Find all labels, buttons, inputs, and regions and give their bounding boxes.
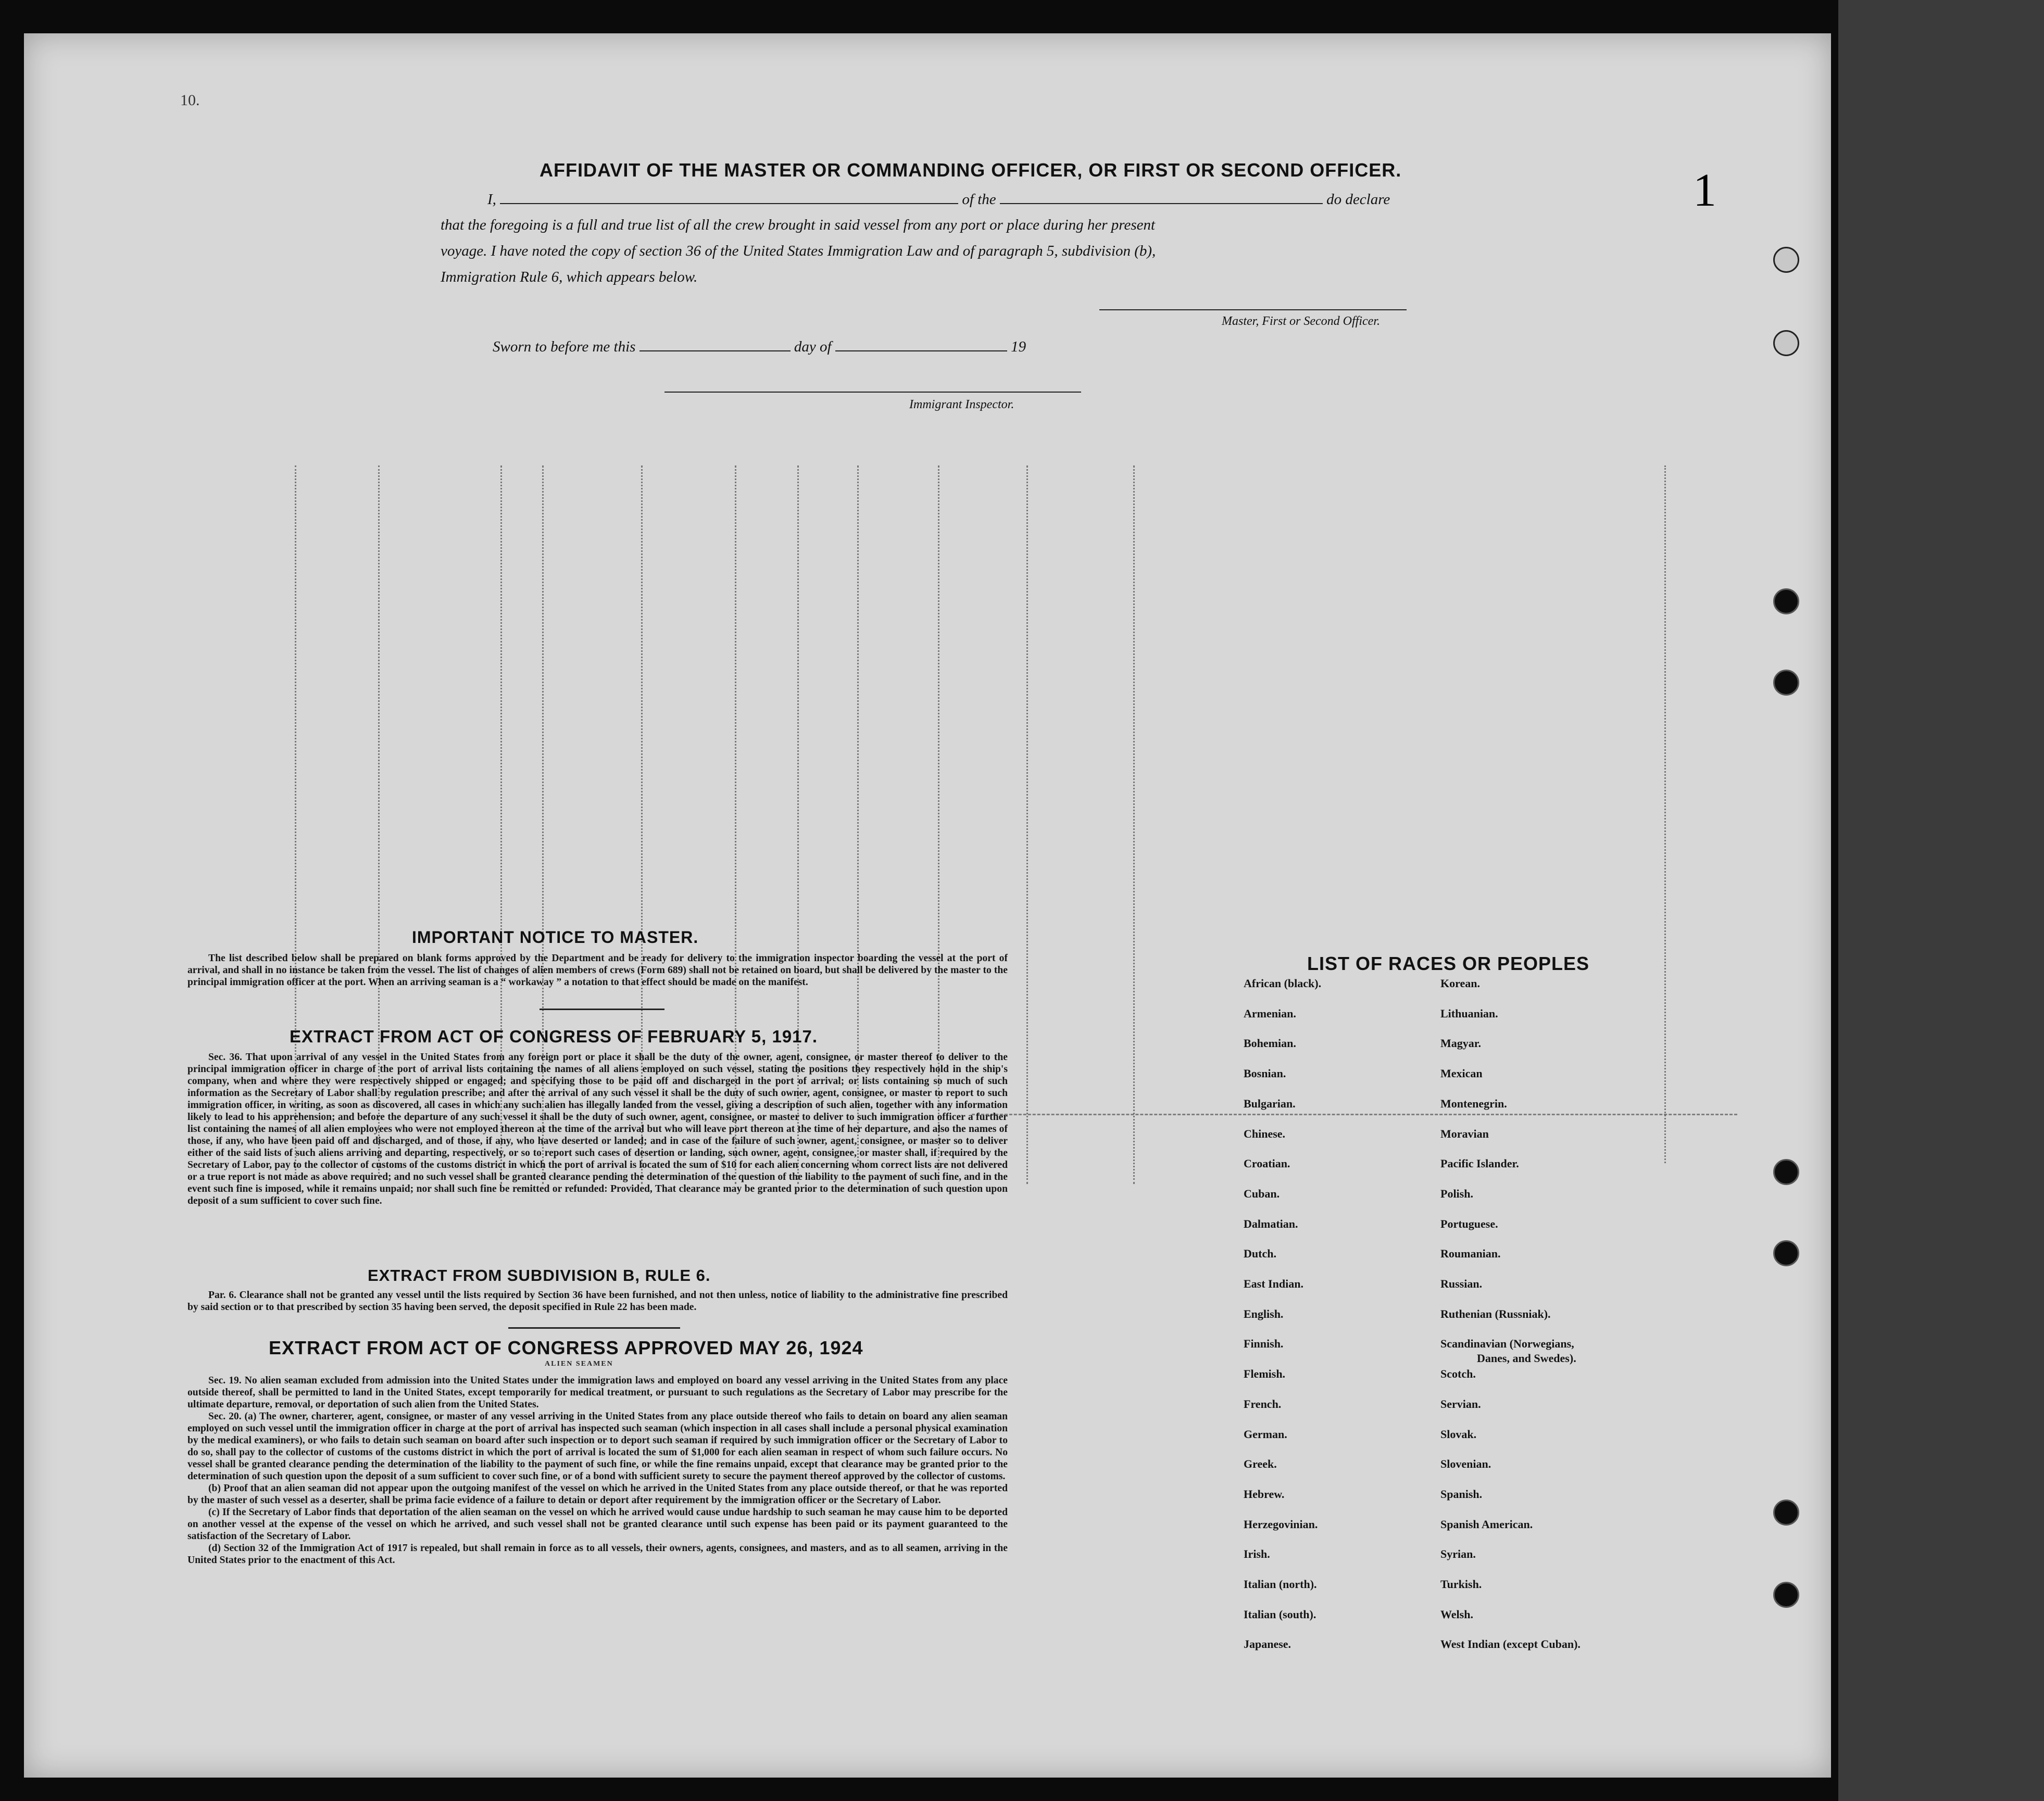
subdivision-text: [187, 1289, 1008, 1313]
column-rule: [1133, 465, 1135, 1184]
affidavit-title: AFFIDAVIT OF THE MASTER OR COMMANDING OFFICER, OR FIRST OR SECOND OFFICER.: [540, 159, 1402, 181]
race-item: Dutch.: [1244, 1247, 1276, 1260]
notice-paragraph: The list described below shall be prepared on blank forms approved by the Department and be ready for delivery to the immigration inspector boarding the vessel at the port of arrival, and shall in no instance be taken from the vessel. The list of changes of alien members of crews (Form 689) shall not be retained on board, but shall be delivered by the master to the principal immigration officer at the port. When an arriving seaman is a “ workaway ” a notation to that effect should be made on the manifest.: [187, 953, 1008, 988]
affidavit-i: I,: [487, 191, 496, 208]
affidavit-of-the: of the: [962, 191, 996, 208]
race-item: Magyar.: [1440, 1037, 1482, 1050]
race-item: Spanish.: [1440, 1488, 1483, 1501]
race-item: Flemish.: [1244, 1367, 1286, 1380]
section-divider: [972, 1114, 1737, 1115]
scanner-background: [1838, 0, 2044, 1801]
race-item: Servian.: [1440, 1397, 1481, 1410]
master-caption: Master, First or Second Officer.: [1222, 314, 1380, 328]
binder-hole: [1773, 1159, 1799, 1185]
race-item: Herzegovinian.: [1244, 1518, 1318, 1531]
race-item: Bohemian.: [1244, 1037, 1296, 1050]
race-item: Spanish American.: [1440, 1518, 1533, 1531]
race-item: Slovak.: [1440, 1428, 1477, 1441]
race-item: Scandinavian (Norwegians,: [1440, 1337, 1574, 1350]
race-item: Italian (south).: [1244, 1608, 1316, 1621]
subdivision-title: EXTRACT FROM SUBDIVISION B, RULE 6.: [368, 1266, 711, 1284]
binder-hole: [1773, 1500, 1799, 1526]
affidavit-line-4: Immigration Rule 6, which appears below.: [441, 269, 698, 285]
race-item: Bosnian.: [1244, 1067, 1286, 1080]
race-item: Cuban.: [1244, 1187, 1280, 1200]
sec-20d-paragraph: (d) Section 32 of the Immigration Act of 1917 is repealed, but shall remain in force as to all vessels, their owners, agents, consignees, and masters, and as to all seamen, arriving in the United States prior to the enactment of this Act.: [187, 1543, 1008, 1566]
race-item: Finnish.: [1244, 1337, 1284, 1350]
race-item: Portuguese.: [1440, 1217, 1498, 1230]
binder-hole: [1773, 1240, 1799, 1266]
column-rule: [1664, 465, 1666, 1163]
column-rule: [1026, 465, 1028, 1184]
inspector-caption: Immigrant Inspector.: [909, 398, 1014, 411]
race-item: Japanese.: [1244, 1638, 1291, 1651]
vessel-blank[interactable]: [1000, 191, 1323, 204]
race-item: Welsh.: [1440, 1608, 1473, 1621]
binder-hole: [1773, 1582, 1799, 1608]
race-item: Irish.: [1244, 1547, 1270, 1560]
sworn-year: 19: [1011, 338, 1026, 355]
extract-1917-text: [187, 1051, 1008, 1207]
sec-19-paragraph: Sec. 19. No alien seaman excluded from admission into the United States under the immigration laws and employed on board any vessel arriving in the United States from any place outside thereof, shall be permitted to land in the United States, except temporarily for medical treatment, or pursuant to such regulations as the Secretary of Labor may prescribe for the ultimate departure, removal, or deportation of such alien from the United States.: [187, 1375, 1008, 1410]
race-item: Greek.: [1244, 1457, 1277, 1470]
race-item: Italian (north).: [1244, 1578, 1317, 1591]
sworn-line: [493, 338, 1026, 356]
race-item: Slovenian.: [1440, 1457, 1491, 1470]
affidavit-do-declare: do declare: [1326, 191, 1390, 208]
race-item: Croatian.: [1244, 1157, 1290, 1170]
race-item: Syrian.: [1440, 1547, 1476, 1560]
race-item: West Indian (except Cuban).: [1440, 1638, 1581, 1651]
affidavit-line-3: voyage. I have noted the copy of section 36 of the United States Immigration Law and of paragraph 5, subdivision (b),: [441, 243, 1156, 259]
manifest-sheet: [24, 33, 1831, 1778]
affidavit-line-2: that the foregoing is a full and true list of all the crew brought in said vessel from any port or place during her present: [441, 217, 1156, 233]
separator: [540, 1009, 664, 1010]
affidavit-line-1: [487, 191, 1390, 208]
race-item: Russian.: [1440, 1277, 1483, 1290]
name-blank[interactable]: [500, 191, 958, 204]
race-item: Dalmatian.: [1244, 1217, 1298, 1230]
sworn-month-blank[interactable]: [835, 338, 1007, 351]
race-item: Armenian.: [1244, 1007, 1296, 1020]
race-item: Korean.: [1440, 977, 1480, 990]
binder-hole: [1773, 330, 1799, 356]
inspector-signature-line[interactable]: [664, 392, 1081, 393]
race-item: Ruthenian (Russniak).: [1440, 1307, 1551, 1320]
sec-20c-paragraph: (c) If the Secretary of Labor finds that deportation of the alien seaman on the vessel on which he arrived would cause undue hardship to such seaman he may cause him to be deported on another vessel at the expense of the vessel on which he arrived, and such vessel shall not be granted clearance until such expense has been paid or its payment guaranteed to the satisfaction of the Secretary of Labor.: [187, 1507, 1008, 1542]
race-item: African (black).: [1244, 977, 1322, 990]
race-item: Scotch.: [1440, 1367, 1476, 1380]
par-6-paragraph: Par. 6. Clearance shall not be granted any vessel until the lists required by Section 36 have been furnished, and not then unless, notice of liability to the administrative fine prescribed by said section or to that prescribed by section 35 having been served, the deposit specified in Rule 22 has been made.: [187, 1290, 1008, 1313]
race-item: Mexican: [1440, 1067, 1483, 1080]
handwritten-number: 1: [1693, 165, 1716, 216]
race-item: Roumanian.: [1440, 1247, 1501, 1260]
sec-20a-paragraph: Sec. 20. (a) The owner, charterer, agent, consignee, or master of any vessel arriving in the United States from any place outside thereof who fails to detain on board any alien seaman employed on such vessel until the immigration officer in charge at the port of arrival has inspected such seaman (which inspection in all cases shall include a personal physical examination by the medical examiners), or who fails to detain such seaman on board after such inspection or to deport such seaman if required by such immigration officer or the Secretary of Labor to do so, shall pay to the collector of customs of the customs district in which the port of arrival is located the sum of $1,000 for each alien seaman in respect of whom such failure occurs. No vessel shall be granted clearance pending the determination of the liability to the payment of such fine, or while the fine remains unpaid, except that clearance may be granted prior to the determination of such question upon the deposit of a sum sufficient to cover such fine, or of a bond with sufficient surety to secure the payment thereof approved by the collector of customs.: [187, 1411, 1008, 1482]
race-item: Bulgarian.: [1244, 1097, 1296, 1110]
binder-hole: [1773, 588, 1799, 614]
page-number: 10.: [180, 92, 200, 109]
race-item: German.: [1244, 1428, 1287, 1441]
races-title: LIST OF RACES OR PEOPLES: [1307, 953, 1590, 974]
race-item: East Indian.: [1244, 1277, 1303, 1290]
race-item: Montenegrin.: [1440, 1097, 1507, 1110]
extract-1917-title: EXTRACT FROM ACT OF CONGRESS OF FEBRUARY 5, 1917.: [290, 1027, 818, 1046]
master-signature-line[interactable]: [1099, 309, 1407, 310]
sec-36-paragraph: Sec. 36. That upon arrival of any vessel in the United States from any foreign port or place it shall be the duty of the owner, agent, consignee, or master thereof to deliver to the principal immigration officer in charge of the port of arrival lists containing the names of all aliens employed on such vessel, stating the positions they respectively hold in the ship's company, when and where they were respectively shipped or engaged; and specifying those to be paid off and discharged in the port of arrival; or lists containing so much of such information as the Secretary of Labor shall by regulation prescribe; and after the arrival of any such vessel it shall be the duty of such owner, agent, consignee, or master to report to such immigration officer, in writing, as soon as discovered, all cases in which any such alien has illegally landed from the vessel, giving a description of such alien, together with any information likely to lead to his apprehension; and before the departure of any such vessel it shall be the duty of such owner, agent, consignee, or master to deliver to such immigration officer a further list containing the names of all alien employees who were not employed thereon at the time of the arrival but who will leave port thereon at the time of her departure, and also the names of those, if any, who have been paid off and discharged, and of those, if any, who have deserted or landed; and in case of the failure of such owner, agent, consignee, or master so to deliver either of the said lists of such aliens arriving and departing, respectively, or so to report such cases of desertion or landing, such owner, agent, consignee, or master shall, if required by the Secretary of Labor, pay to the collector of customs of the customs district in which the port of arrival is located the sum of $10 for each alien concerning whom correct lists are not delivered or a true report is not made as above required; and no such vessel shall be granted clearance pending the determination of the question of the liability to the payment of such fine, and in the event such fine is imposed, while it remains unpaid; nor shall such fine be remitted or refunded: Provided, That clearance may be granted prior to the determination of such question upon deposit of a sum sufficient to cover such fine.: [187, 1052, 1008, 1206]
race-item: Moravian: [1440, 1127, 1489, 1140]
race-item: Polish.: [1440, 1187, 1473, 1200]
race-item: Danes, and Swedes).: [1477, 1352, 1576, 1365]
alien-seamen-subtitle: ALIEN SEAMEN: [545, 1360, 613, 1368]
extract-1924-title: EXTRACT FROM ACT OF CONGRESS APPROVED MAY 26, 1924: [269, 1337, 863, 1358]
race-item: Pacific Islander.: [1440, 1157, 1519, 1170]
race-item: Lithuanian.: [1440, 1007, 1498, 1020]
separator: [508, 1327, 680, 1329]
race-item: Chinese.: [1244, 1127, 1286, 1140]
sec-20b-paragraph: (b) Proof that an alien seaman did not appear upon the outgoing manifest of the vessel on which he arrived in the United States from any place outside thereof, or that he was reported by the master of such vessel as a deserter, shall be prima facie evidence of a failure to detain or deport after requirement by the immigration officer or the Secretary of Labor.: [187, 1483, 1008, 1506]
sworn-day-of: day of: [794, 338, 832, 355]
notice-title: IMPORTANT NOTICE TO MASTER.: [412, 928, 699, 947]
binder-hole: [1773, 247, 1799, 273]
race-item: Hebrew.: [1244, 1488, 1285, 1501]
extract-1924-text: [187, 1375, 1008, 1566]
notice-text: [187, 952, 1008, 988]
race-item: French.: [1244, 1397, 1282, 1410]
race-item: English.: [1244, 1307, 1284, 1320]
binder-hole: [1773, 670, 1799, 696]
sworn-day-blank[interactable]: [639, 338, 791, 351]
race-item: Turkish.: [1440, 1578, 1482, 1591]
sworn-text: Sworn to before me this: [493, 338, 636, 355]
